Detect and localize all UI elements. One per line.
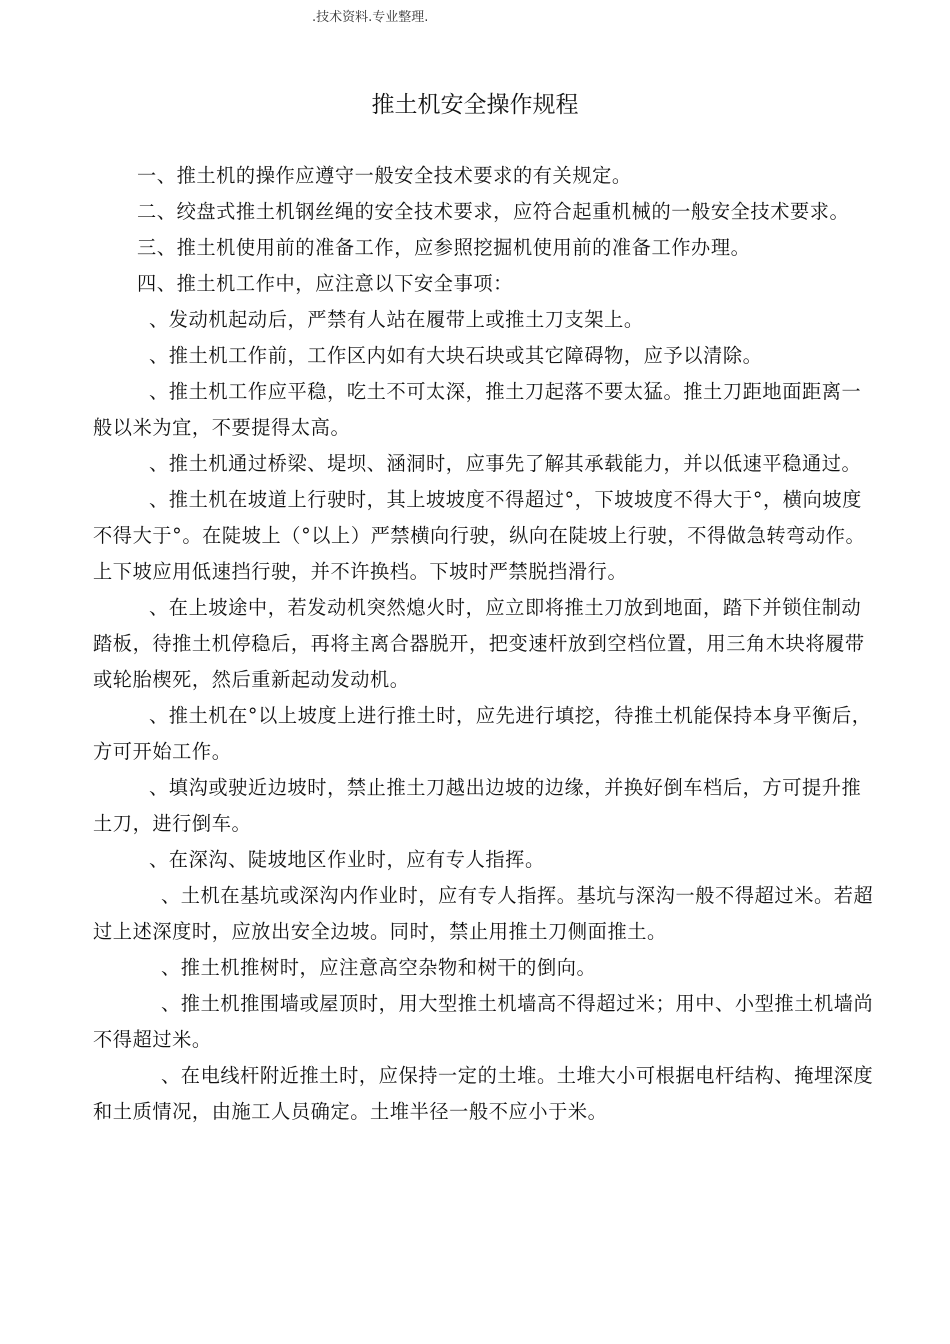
document-body [93, 158, 875, 1130]
paragraph: 、推土机在坡道上行驶时，其上坡坡度不得超过°，下坡坡度不得大于°，横向坡度不得大于°。在陡坡上（°以上）严禁横向行驶，纵向在陡坡上行驶，不得做急转弯动作。上下坡应用低速挡行驶，并不许换档。下坡时严禁脱挡滑行。 [93, 488, 866, 583]
paragraph: 、推土机推树时，应注意高空杂物和树干的倒向。 [161, 956, 597, 979]
paragraph: 、土机在基坑或深沟内作业时，应有专人指挥。基坑与深沟一般不得超过米。若超过上述深度时，应放出安全边坡。同时，禁止用推土刀侧面推土。 [93, 884, 874, 943]
paragraph: 、推土机通过桥梁、堤坝、涵洞时，应事先了解其承载能力，并以低速平稳通过。 [149, 452, 862, 475]
paragraph: 一、推土机的操作应遵守一般安全技术要求的有关规定。 [137, 164, 632, 187]
paragraph: 、推土机工作应平稳，吃土不可太深，推土刀起落不要太猛。推土刀距地面距离一般以米为宜，不要提得太高。 [93, 380, 862, 439]
paragraph: 、填沟或驶近边坡时，禁止推土刀越出边坡的边缘，并换好倒车档后，方可提升推土刀，进行倒车。 [93, 776, 862, 835]
paragraph: 、在上坡途中，若发动机突然熄火时，应立即将推土刀放到地面，踏下并锁住制动踏板，待推土机停稳后，再将主离合器脱开，把变速杆放到空档位置，用三角木块将履带或轮胎楔死，然后重新起动发动机。 [93, 596, 865, 691]
paragraph: 、在深沟、陡坡地区作业时，应有专人指挥。 [149, 848, 545, 871]
paragraph: 、在电线杆附近推土时，应保持一定的土堆。土堆大小可根据电杆结构、掩埋深度和土质情况，由施工人员确定。土堆半径一般不应小于米。 [93, 1064, 874, 1123]
header-note: .技术资料.专业整理. [312, 10, 429, 25]
paragraph: 二、绞盘式推土机钢丝绳的安全技术要求，应符合起重机械的一般安全技术要求。 [137, 200, 850, 223]
paragraph: 四、推土机工作中，应注意以下安全事项： [137, 272, 513, 295]
paragraph: 、推土机在°以上坡度上进行推土时，应先进行填挖，待推土机能保持本身平衡后，方可开始工作。 [93, 704, 872, 763]
paragraph: 、发动机起动后，严禁有人站在履带上或推土刀支架上。 [149, 308, 644, 331]
paragraph: 、推土机推围墙或屋顶时，用大型推土机墙高不得超过米；用中、小型推土机墙尚不得超过米。 [93, 992, 874, 1051]
paragraph: 、推土机工作前，工作区内如有大块石块或其它障碍物，应予以清除。 [149, 344, 763, 367]
paragraph: 三、推土机使用前的准备工作，应参照挖掘机使用前的准备工作办理。 [137, 236, 751, 259]
document-title: 推土机安全操作规程 [371, 92, 579, 118]
